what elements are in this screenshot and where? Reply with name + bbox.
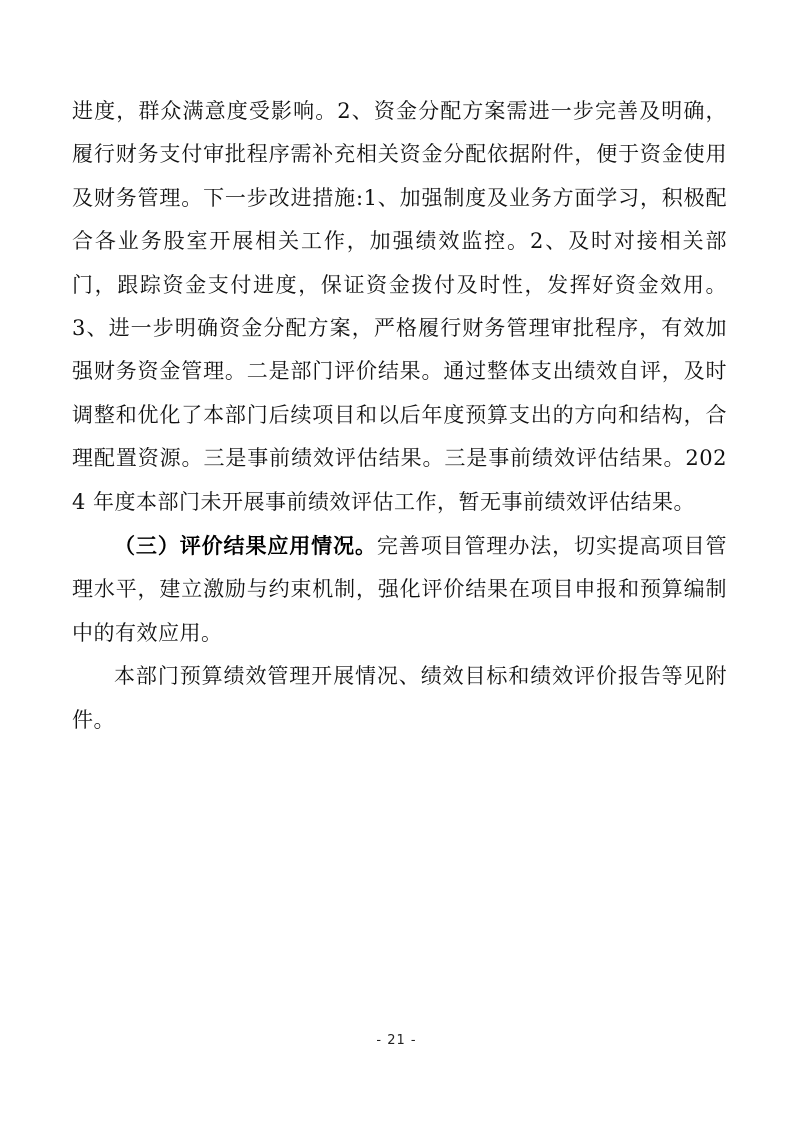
section-body-text: 完善项目管理办法，切实提高项目管理水平，建立激励与约束机制，强化评价结果在项目申报和预算编制中的有效应用。 — [72, 534, 728, 645]
paragraph-section-3 — [72, 524, 727, 655]
section-heading: （三）评价结果应用情况。 — [114, 533, 377, 559]
paragraph-continuation: 进度，群众满意度受影响。2、资金分配方案需进一步完善及明确，履行财务支付审批程序需补充相关资金分配依据附件，便于资金使用及财务管理。下一步改进措施:1、加强制度及业务方面学习，积极配合各业务股室开展相关工作，加强绩效监控。2、及时对接相关部门，跟踪资金支付进度，保证资金拨付及时性，发挥好资金效用。3、进一步明确资金分配方案，严格履行财务管理审批程序，有效加强财务资金管理。二是部门评价结果。通过整体支出绩效自评，及时调整和优化了本部门后续项目和以后年度预算支出的方向和结构，合理配置资源。三是事前绩效评估结果。三是事前绩效评估结果。2024 年度本部门未开展事前绩效评估工作，暂无事前绩效评估结果。 — [72, 99, 727, 514]
page-number: - 21 - — [376, 1033, 417, 1048]
paragraph-closing: 本部门预算绩效管理开展情况、绩效目标和绩效评价报告等见附件。 — [72, 664, 727, 732]
document-body — [72, 90, 727, 742]
